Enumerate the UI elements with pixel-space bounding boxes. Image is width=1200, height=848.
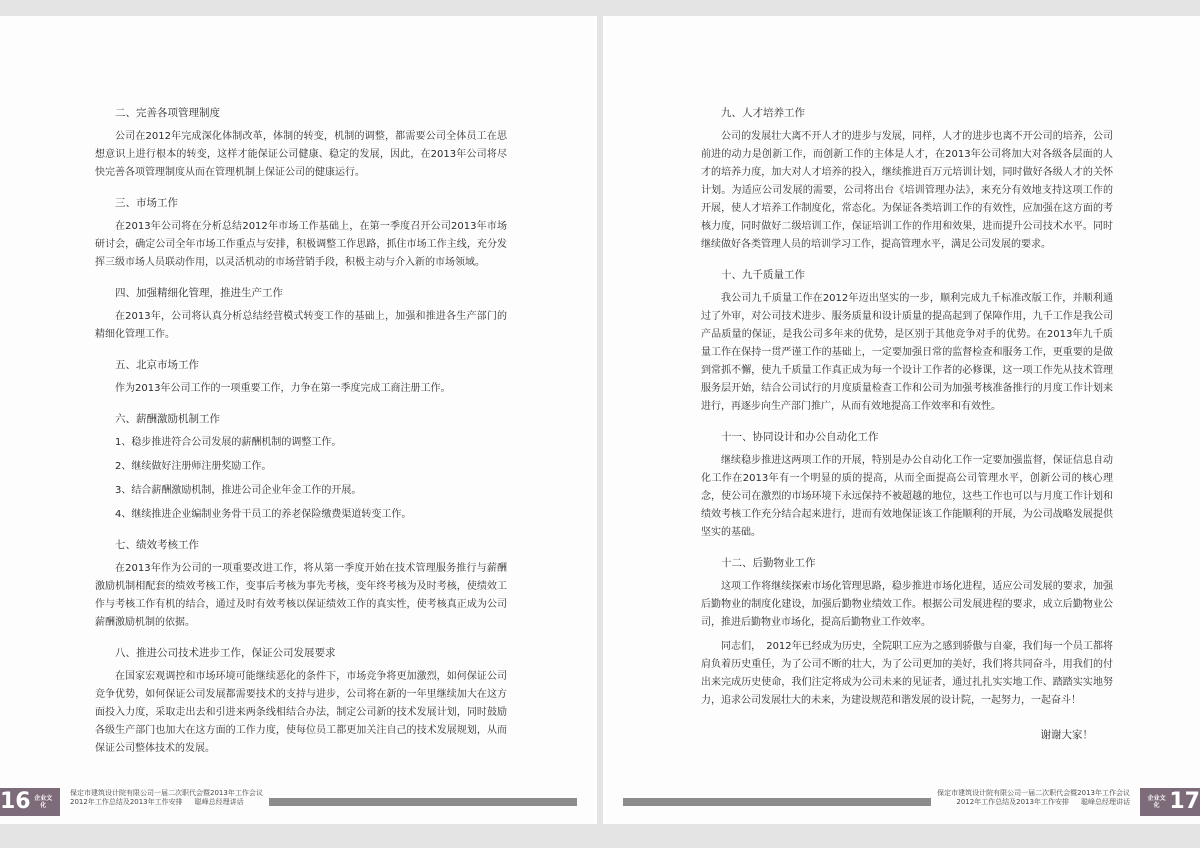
footer-caption	[931, 789, 1136, 807]
section-heading: 五、北京市场工作	[115, 359, 199, 371]
section-heading: 十一、协同设计和办公自动化工作	[721, 431, 879, 443]
section-paragraph: 在2013年作为公司的一项重要改进工作，将从第一季度开始在技术管理服务推行与薪酬激励机制相配套的绩效考核工作，变事后考核为事先考核，变年终考核为及时考核，使绩效工作与考核工作有机的结合，通过及时有效考核以保证绩效工作的真实性，使考核真正成为公司薪酬激励机制的依据。	[95, 563, 507, 628]
page-number: 17	[1169, 789, 1200, 814]
section-paragraph: 公司在2012年完成深化体制改革，体制的转变，机制的调整，都需要公司全体员工在思想意识上进行根本的转变，这样才能保证公司健康、稳定的发展，因此，在2013年公司将尽快完善各项管理制度从而在管理机制上保证公司的健康运行。	[95, 131, 507, 178]
section-heading: 八、推进公司技术进步工作，保证公司发展要求	[115, 647, 336, 659]
section-salary-incentive	[95, 410, 507, 524]
section-performance	[95, 536, 507, 632]
footer-line2a: 2012年工作总结及2013年工作安排	[70, 798, 183, 806]
footer-line2b: 聪峰总经理讲话	[194, 798, 244, 806]
section-heading: 三、市场工作	[115, 197, 178, 209]
footer-line1: 保定市建筑设计院有限公司一届二次职代会暨2013年工作会议	[937, 789, 1130, 797]
section-management	[95, 104, 507, 182]
section-paragraph: 在2013年公司将在分析总结2012年市场工作基础上，在第一季度召开公司2013年市场研讨会，确定公司全年市场工作重点与安排，积极调整工作思路，抓住市场工作主线，充分发挥三级市场人员联动作用，以灵活机动的市场营销手段，积极主动与介入新的市场领域。	[95, 221, 507, 268]
section-paragraph: 这项工作将继续探索市场化管理思路，稳步推进市场化进程，适应公司发展的要求，加强后勤物业的制度化建设，加强后勤物业绩效工作。根据公司发展进程的要求，成立后勤物业公司，推进后勤物业市场化，提高后勤物业工作效率。	[701, 581, 1113, 628]
section-paragraph: 继续稳步推进这两项工作的开展，特别是办公自动化工作一定要加强监督，保证信息自动化工作在2013年有一个明显的质的提高，从而全面提高公司管理水平，创新公司的核心理念，使公司在激烈的市场环境下永远保持不被超越的地位，这些工作也可以与月度工作计划和绩效考核工作充分结合起来进行，进而有效地保证该工作能顺利的开展，为公司战略发展提供坚实的基础。	[701, 455, 1113, 538]
section-heading: 十二、后勤物业工作	[721, 557, 816, 569]
section-paragraph: 我公司九千质量工作在2012年迈出坚实的一步，顺利完成九千标准改版工作，并顺利通过了外审，对公司技术进步、服务质量和设计质量的提高起到了保障作用，九千工作是我公司产品质量的保证，是我公司多年来的优势，是区别于其他竞争对手的优势。在2013年九千质量工作在保持一贯严谨工作的基础上，一定要加强日常的监督检查和服务工作，更重要的是做到常抓不懈，使九千质量工作真正成为每一个设计工作者的必修课，这一项工作先从技术管理服务层开始，结合公司试行的月度质量检查工作和公司为加强考核准备推行的月度工作计划来进行，再逐步向生产部门推广，从而有效地提高工作效率和有效性。	[701, 293, 1113, 412]
section-refined-management	[95, 284, 507, 344]
page-footer	[603, 790, 1200, 816]
list-item: 4、继续推进企业编制业务骨干员工的养老保险缴费渠道转变工作。	[115, 509, 412, 520]
section-heading: 七、绩效考核工作	[115, 539, 199, 551]
left-column	[95, 104, 507, 770]
footer-line1: 保定市建筑设计院有限公司一届二次职代会暨2013年工作会议	[70, 789, 263, 797]
section-talent	[701, 104, 1113, 254]
section-heading: 四、加强精细化管理，推进生产工作	[115, 287, 283, 299]
page-number: 16	[0, 789, 31, 814]
closing-paragraph: 同志们， 2012年已经成为历史，全院职工应为之感到骄傲与自豪，我们每一个员工都将肩负着历史重任，为了公司不断的壮大，为了公司更加的美好，我们将共同奋斗，用我们的付出来完成历史使命，我们注定将成为公司未来的见证者，通过扎扎实实地工作、踏踏实实地努力，追求公司发展壮大的未来，为建设规范和谐发展的设计院，一起努力，一起奋斗！	[701, 641, 1113, 706]
section-iso9000	[701, 266, 1113, 416]
section-logistics	[701, 554, 1113, 710]
right-page	[603, 16, 1200, 824]
section-heading: 六、薪酬激励机制工作	[115, 413, 220, 425]
badge-tag: 企业文化	[34, 795, 53, 809]
right-column	[701, 104, 1113, 744]
page-footer	[0, 790, 597, 816]
list-item: 3、结合薪酬激励机制，推进公司企业年金工作的开展。	[115, 485, 362, 496]
section-technology	[95, 644, 507, 758]
section-paragraph: 公司的发展壮大离不开人才的进步与发展，同样，人才的进步也离不开公司的培养，公司前进的动力是创新工作，而创新工作的主体是人才，在2013年公司将加大对各级各层面的人才的培养力度，加大对人才培养的投入，继续推进百万元培训计划，同时做好各级人才的关怀计划。为适应公司发展的需要，公司将出台《培训管理办法》，来充分有效地支持这项工作的开展，使人才培养工作制度化，常态化。为保证各类培训工作的有效性，应加强在这方面的考核力度，同时做好二级培训工作，保证培训工作的作用和效果，进而提升公司技术水平。同时继续做好各类管理人员的培训学习工作，提高管理水平，满足公司发展的要求。	[701, 131, 1113, 250]
list-item: 2、继续做好注册师注册奖励工作。	[115, 461, 272, 472]
page-number-badge	[0, 788, 60, 816]
footer-line2a: 2012年工作总结及2013年工作安排	[956, 798, 1069, 806]
section-market	[95, 194, 507, 272]
closing-thanks: 谢谢大家！	[1040, 729, 1093, 741]
left-page	[0, 16, 597, 824]
page-number-badge	[1140, 788, 1200, 816]
footer-caption	[64, 789, 269, 807]
section-paragraph: 在国家宏观调控和市场环境可能继续恶化的条件下，市场竞争将更加激烈，如何保证公司竞争优势，如何保证公司发展都需要技术的支持与进步，公司将在新的一年里继续加大在这方面投入力度，采取走出去和引进来两条线相结合办法，制定公司新的技术发展计划，同时鼓励各级生产部门也加大在这方面的工作力度，使每位员工都更加关注自己的技术发展规划，从而保证公司整体技术的发展。	[95, 671, 507, 754]
section-paragraph: 作为2013年公司工作的一项重要工作，力争在第一季度完成工商注册工作。	[115, 383, 451, 394]
badge-tag: 企业文化	[1147, 795, 1166, 809]
section-beijing-market	[95, 356, 507, 398]
section-heading: 十、九千质量工作	[721, 269, 805, 281]
footer-line2b: 聪峰总经理讲话	[1081, 798, 1130, 806]
section-heading: 九、人才培养工作	[721, 107, 805, 119]
list-item: 1、稳步推进符合公司发展的薪酬机制的调整工作。	[115, 437, 342, 448]
section-paragraph: 在2013年，公司将认真分析总结经营模式转变工作的基础上，加强和推进各生产部门的精细化管理工作。	[95, 311, 507, 340]
section-office-automation	[701, 428, 1113, 542]
section-heading: 二、完善各项管理制度	[115, 107, 220, 119]
